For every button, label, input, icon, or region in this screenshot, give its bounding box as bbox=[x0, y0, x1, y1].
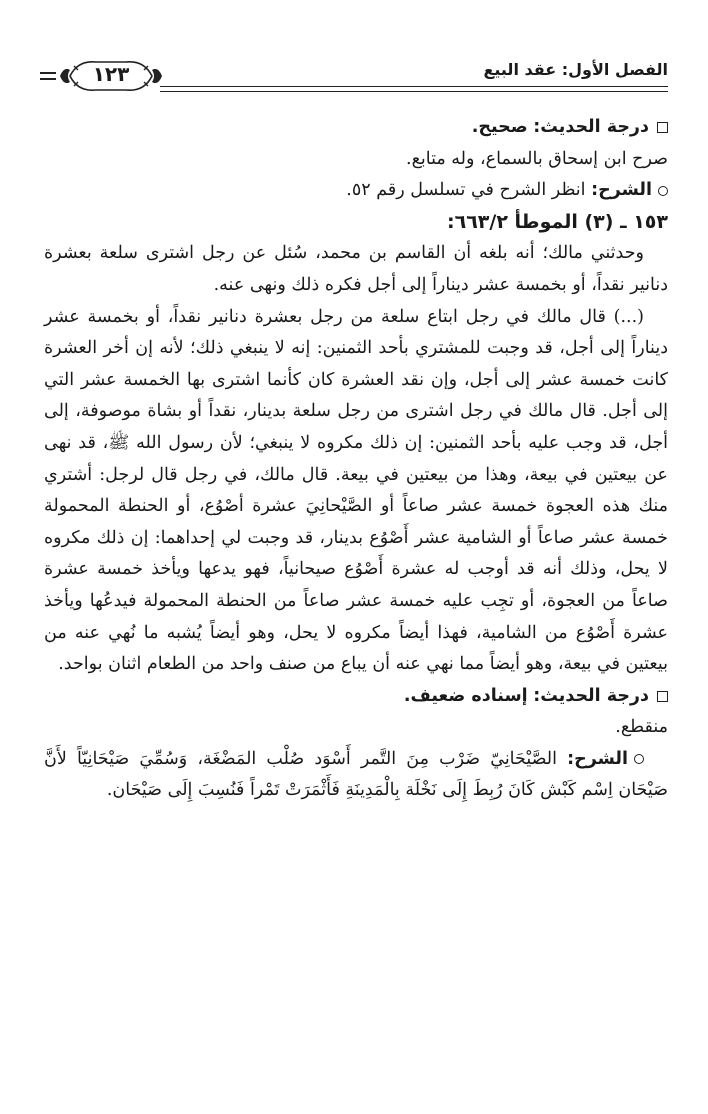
grade-label-2: درجة الحديث: bbox=[533, 685, 649, 706]
circle-bullet-icon bbox=[658, 186, 668, 196]
hadith-paragraph-2: (...) قال مالك في رجل ابتاع سلعة من رجل بعشرة دنانير نقداً، أو بخمسة عشر ديناراً إلى أجل، قد وجبت للمشتري بأحد الثمنين: إنه لا ينبغي ذلك؛ لأنه إن أخر العشرة كانت خمسة عشر إلى أجل، وإن نقد العشرة كان كأنما اشترى بها الخمسة عشر التي إلى أجل. قال مالك في رجل اشترى من رجل سلعة بدينار، نقداً أو بشاة موصوفة، إلى أجل، قد وجب عليه بأحد الثمنين: إن ذلك مكروه لا ينبغي؛ لأن رسول الله ﷺ، قد نهى عن بيعتين في بيعة، وهذا من بيعتين في بيعة. قال مالك، في رجل قال لرجل: أشتري منك هذه العجوة خمسة عشر صاعاً أو الصَّيْحانِيَ عشرة أصْوُع، أو الحنطة المحمولة خمسة عشر صاعاً أو الشامية عشر أَصْوُع بدينار، قد وجبت لي إحداهما: إن ذلك مكروه لا يحل، وذلك أنه قد أوجب له عشرة أَصْوُع صيحانياً، فهو يدعها ويأخذ خمسة عشرة صاعاً من العجوة، أو تجِب عليه خمسة عشر صاعاً من الحنطة المحمولة فيدعُها ويأخذ عشرة أَصْوُع من الشامية، فهذا أيضاً مكروه لا يحل، وهو أيضاً يُشبه ما نُهي عنه من بيعتين في بيعة، وهو أيضاً مما نهي عنه أن يباع من صنف واحد من الطعام اثنان بواحد. bbox=[44, 306, 668, 675]
hadith-paragraph-1: وحدثني مالك؛ أنه بلغه أن القاسم بن محمد، سُئل عن رجل اشترى سلعة بعشرة دنانير نقداً، أو بخمسة عشر ديناراً إلى أجل فكره ذلك ونهى عنه. bbox=[44, 243, 668, 295]
grade-value: صحيح. bbox=[471, 117, 528, 137]
sharh-line bbox=[44, 175, 668, 207]
sharh-text-2: الصَّيْحَانِيّ ضَرْب مِنَ التَّمر أَسْوَد صُلْب المَضْغَة، وَسُمِّيَ صَيْحَانِيّاً لأَنَّ صَيْحَان اِسْم كَبْش كَانَ رُبِطَ إِلَى نَخْلَة بِالْمَدِينَةِ فَأَثْمَرَتْ تَمْراً فَنُسِبَ إِلَى صَيْحَان. bbox=[44, 748, 668, 801]
page-number-badge bbox=[56, 56, 166, 96]
grade-note-2: منقطع. bbox=[615, 717, 668, 738]
circle-bullet-icon bbox=[634, 754, 644, 764]
page-number: ١٢٣ bbox=[92, 62, 130, 86]
hadith-grade-line-2 bbox=[44, 681, 668, 713]
page-body bbox=[44, 112, 668, 807]
sharh-label-2: الشرح: bbox=[567, 748, 628, 769]
sharh-label: الشرح: bbox=[591, 180, 652, 201]
grade-note: صرح ابن إسحاق بالسماع، وله متابع. bbox=[406, 148, 668, 169]
sharh-text: انظر الشرح في تسلسل رقم ٥٢. bbox=[346, 180, 586, 201]
grade-value-2: إسناده ضعيف. bbox=[403, 685, 528, 706]
sharh-line-2 bbox=[44, 744, 668, 807]
hadith-heading: ١٥٣ ـ (٣) الموطأ ٦٦٣/٢: bbox=[446, 210, 668, 233]
header-rule-bottom bbox=[160, 91, 668, 92]
chapter-title: الفصل الأول: عقد البيع bbox=[483, 60, 668, 79]
header-left-dashes bbox=[40, 72, 56, 84]
grade-label: درجة الحديث: bbox=[533, 117, 649, 137]
square-bullet-icon bbox=[657, 122, 668, 133]
page-header bbox=[40, 56, 668, 100]
header-rule-top bbox=[160, 86, 668, 87]
hadith-grade-line bbox=[44, 112, 668, 144]
square-bullet-icon bbox=[657, 691, 668, 702]
